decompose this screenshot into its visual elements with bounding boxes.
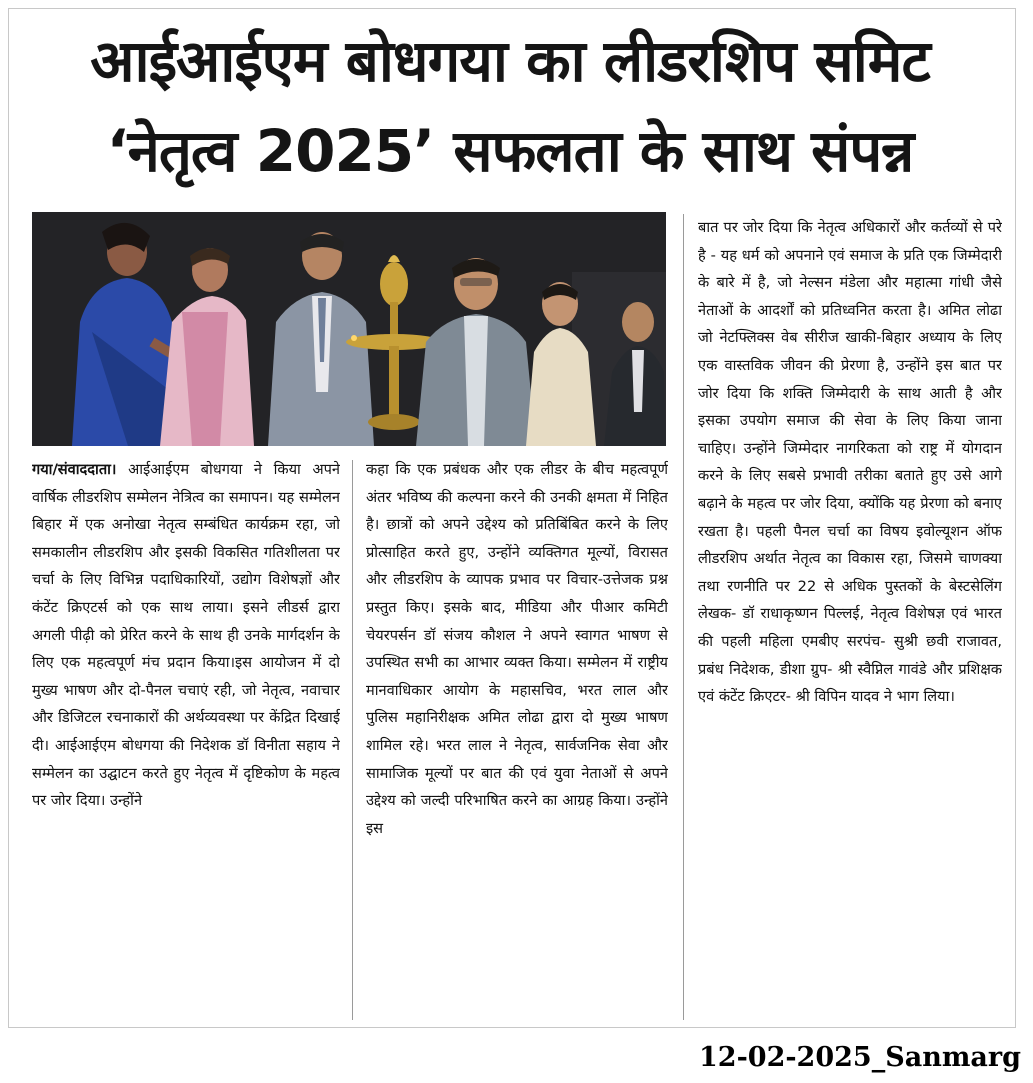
lamp-lighting-photo <box>32 212 666 446</box>
column-3-text: बात पर जोर दिया कि नेतृत्व अधिकारों और कर्तव्यों से परे है - यह धर्म को अपनाने एवं समाज के प्रति एक जिम्मेदारी के बारे में है, जो नेल्सन मंडेला और महात्मा गांधी जैसे नेताओं के आदर्शों को प्रतिध्वनित करता है। अमित लोढा जो नेटफ्लिक्स वेब सीरीज खाकी-बिहार अध्याय के लिए एक वास्तविक जीवन की प्रेरणा है, उन्होंने इस बात पर जोर दिया कि शक्ति जिम्मेदारी के साथ आती है और इसका उपयोग समाज की सेवा के लिए किया जाना चाहिए। उन्होंने जिम्मेदार नागरिकता को राष्ट्र में योगदान करने के लिए सबसे प्रभावी तरीका बताते हुए उसे आगे बढ़ाने के महत्व पर जोर दिया, क्योंकि यह प्रेरणा को बनाए रखता है। पहली पैनल चर्चा का विषय इवोल्यूशन ऑफ लीडरशिप अर्थात नेतृत्व का विकास रहा, जिसमे चाणक्या तथा रणनीति पर 22 से अधिक पुस्तकों के बेस्टसेलिंग लेखक- डॉ राधाकृष्णन पिल्लई, नेतृत्व विशेषज्ञ एवं भारत की पहली महिला एमबीए सरपंच- सुश्री छवी राजावत, प्रबंध निदेशक, डीशा ग्रुप- श्री स्वैप्निल गावंडे और प्रशिक्षक एवं कंटेंट क्रिएटर- श्री विपिन यादव ने भाग लिया। <box>698 219 1002 706</box>
article-column-1 <box>32 456 340 1031</box>
column-1-text: आईआईएम बोधगया ने किया अपने वार्षिक लीडरशिप सम्मेलन नेत्रित्व का समापन। यह सम्मेलन बिहार में एक अनोखा नेतृत्व सम्बंधित कार्यक्रम रहा, जो समकालीन लीडरशिप और इसकी विकसित गतिशीलता पर चर्चा के लिए विभिन्न पदाधिकारियों, उद्योग विशेषज्ञों और कंटेंट क्रिएटर्स को एक साथ लाया। इसने लीडर्स द्वारा अगली पीढ़ी को प्रेरित करने के साथ ही उनके मार्गदर्शन के लिए एक महत्वपूर्ण मंच प्रदान किया।इस आयोजन में दो मुख्य भाषण और दो-पैनल चचाएं रही, जो नेतृत्व, नवाचार और डिजिटल रचनाकारों की अर्थव्यवस्था पर केंद्रित दिखाई दी। आईआईएम बोधगया की निदेशक डॉ विनीता सहाय ने सम्मेलन का उद्घाटन करते हुए नेतृत्व में दृष्टिकोण के महत्व पर जोर दिया। उन्होंने <box>32 461 340 810</box>
source-date-tag: 12-02-2025_Sanmarg <box>699 1042 1021 1073</box>
article-column-2 <box>366 456 668 1031</box>
headline-line-1: आईआईएम बोधगया का लीडरशिप समिट <box>90 27 930 95</box>
column-divider-2 <box>683 214 684 1020</box>
headline-line-2: ‘नेतृत्व 2025’ सफलता के साथ संपन्न <box>106 117 914 185</box>
dateline: गया/संवाददाता। <box>32 461 117 478</box>
column-2-text: कहा कि एक प्रबंधक और एक लीडर के बीच महत्वपूर्ण अंतर भविष्य की कल्पना करने की उनकी क्षमता में निहित है। छात्रों को अपने उद्देश्य को प्रतिबिंबित करने के लिए प्रोत्साहित करते हुए, उन्होंने व्यक्तिगत मूल्यों, विरासत और लीडरशिप के व्यापक प्रभाव पर विचार-उत्तेजक प्रश्न प्रस्तुत किए। इसके बाद, मीडिया और पीआर कमिटी चेयरपर्सन डॉ संजय कौशल ने अपने स्वागत भाषण से उपस्थित सभी का आभार व्यक्त किया। सम्मेलन में राष्ट्रीय मानवाधिकार आयोग के महासचिव, भरत लाल और पुलिस महानिरीक्षक अमित लोढा द्वारा दो मुख्य भाषण शामिल रहे। भरत लाल ने नेतृत्व, सार्वजनिक सेवा और सामाजिक मूल्यों पर बात की एवं युवा नेताओं से अपने उद्देश्य को जल्दी परिभाषित करने का आग्रह किया। उन्होंने इस <box>366 461 668 837</box>
headline <box>20 16 1000 196</box>
article-column-3 <box>698 214 1002 1029</box>
column-divider-1 <box>352 460 353 1020</box>
photo-illustration <box>32 212 666 446</box>
